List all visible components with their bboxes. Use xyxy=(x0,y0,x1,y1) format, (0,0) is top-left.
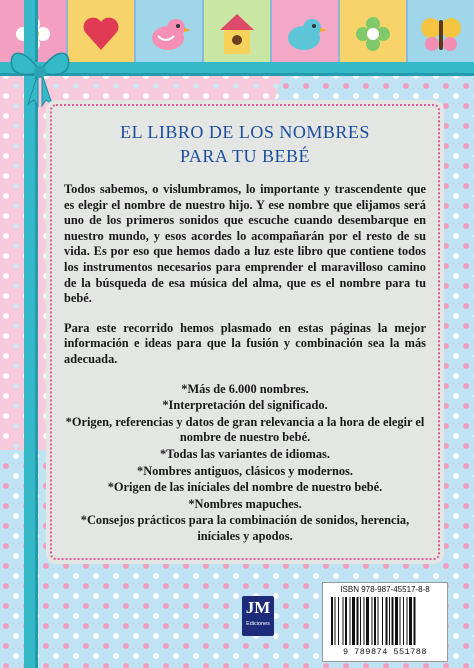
feature-item: *Nombres mapuches. xyxy=(188,496,302,511)
barcode-bars xyxy=(331,597,439,645)
flower-tile xyxy=(340,0,406,68)
feature-item: *Todas las variantes de idiomas. xyxy=(160,446,330,461)
heart-icon xyxy=(81,16,121,52)
feature-list xyxy=(64,382,426,545)
butterfly-icon xyxy=(419,14,463,54)
feature-item: *Interpretación del significado. xyxy=(162,398,328,413)
publisher-logo-initials: JM xyxy=(245,598,271,617)
feature-item: *Origen de las iníciales del nombre de nuestro bebé. xyxy=(107,480,383,495)
description-panel xyxy=(50,104,440,560)
bird-tile xyxy=(272,0,338,68)
feature-item: *Nombres antiguos, clásicos y modernos. xyxy=(137,463,353,478)
feature-item: *Más de 6.000 nombres. xyxy=(181,381,309,396)
publisher-logo-name: Ediciones xyxy=(246,621,270,627)
book-title xyxy=(52,120,438,168)
paragraph-intro: Todos sabemos, o vislumbramos, lo importante y trascendente que es elegir el nombre de nuestro hijo. Y ese nombre que elijamos será uno de los primeros sonidos que escuche cuando desembarque en nuestro mundo, y esos acordes lo acompañarán por el resto de su vida. Es por eso que hemos dado a luz este libro que contiene todos los instrumentos necesarios para emprender el maravilloso camino de la búsqueda de esa música del alma, que es el nombre para tu bebé. xyxy=(64,182,426,306)
butterfly-tile xyxy=(408,0,474,68)
bird-icon xyxy=(282,14,328,54)
birdhouse-tile xyxy=(204,0,270,68)
book-title-line-2: PARA TU BEBÉ xyxy=(179,146,311,166)
book-title-line-1: EL LIBRO DE LOS NOMBRES xyxy=(120,122,370,142)
ribbon-bow-icon xyxy=(4,36,76,108)
feature-item: *Consejos prácticos para la combinación de sonidos, herencia, iníciales y apodos. xyxy=(80,513,410,543)
publisher-logo xyxy=(242,596,274,636)
bird-icon xyxy=(146,14,192,54)
barcode xyxy=(322,582,448,662)
paragraph-journey: Para este recorrido hemos plasmado en estas páginas la mejor información e ideas para que la fusión y combinación sea la más adecuada. xyxy=(64,320,426,366)
barcode-number: 9 789874 551788 xyxy=(342,647,427,657)
flower-icon xyxy=(353,14,393,54)
birdhouse-icon xyxy=(218,12,256,56)
bird-tile xyxy=(136,0,202,68)
isbn-label: ISBN 978-987-45517-8-8 xyxy=(340,585,430,594)
heart-tile xyxy=(68,0,134,68)
description-text xyxy=(64,182,426,545)
feature-item: *Origen, referencias y datos de gran relevancia a la hora de elegir el nombre de nuestro bebé. xyxy=(65,414,425,445)
